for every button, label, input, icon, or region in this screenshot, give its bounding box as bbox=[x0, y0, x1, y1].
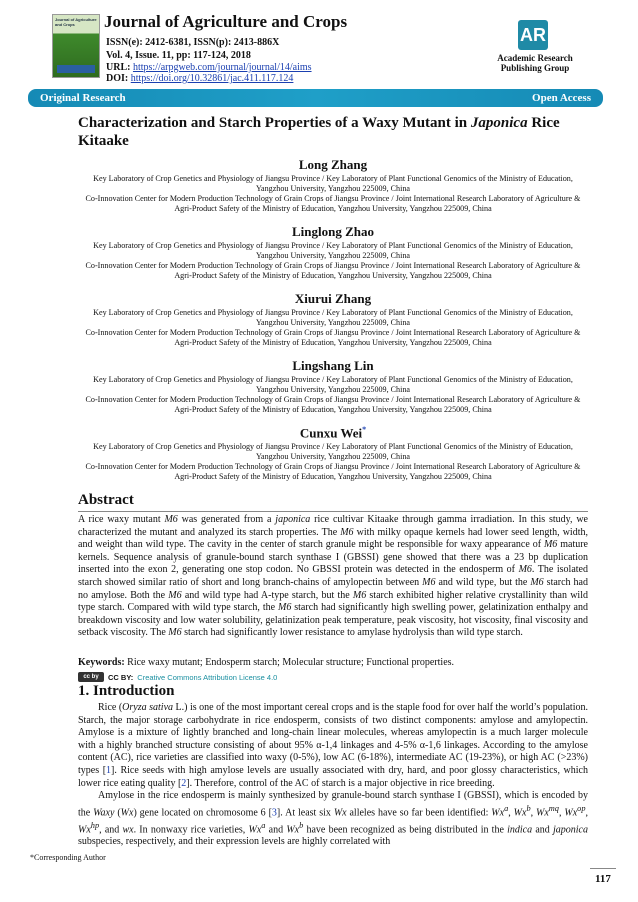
author-affiliation: Key Laboratory of Crop Genetics and Physiology of Jiangsu Province / Key Laboratory of Plant Functional Genomics of the Ministry of Education, Yangzhou University, Yangzhou 225009, China bbox=[93, 308, 573, 327]
abstract-heading: Abstract bbox=[78, 492, 134, 508]
volume-info: Vol. 4, Issue. 11, pp: 117-124, 2018 bbox=[106, 50, 251, 61]
journal-url-link[interactable]: https://arpgweb.com/journal/journal/14/aims bbox=[132, 62, 312, 73]
corresponding-author-note: *Corresponding Author bbox=[30, 853, 106, 862]
article-title: Characterization and Starch Properties of a Waxy Mutant in Japonica Rice Kitaake bbox=[78, 115, 560, 149]
abstract-rule bbox=[78, 511, 588, 512]
author-affiliation: Co-Innovation Center for Modern Production Technology of Grain Crops of Jiangsu Province / Joint International Research Laboratory of Agriculture & Agri-Product Safety of the Ministry of Education, Yangzhou University, Yangzhou 225009, China bbox=[85, 194, 581, 213]
doi-link[interactable]: https://doi.org/10.32861/jac.411.117.124 bbox=[130, 73, 294, 84]
author-affiliation: Co-Innovation Center for Modern Production Technology of Grain Crops of Jiangsu Province / Joint International Research Laboratory of Agriculture & Agri-Product Safety of the Ministry of Education, Yangzhou University, Yangzhou 225009, China bbox=[85, 462, 581, 481]
author-affiliation: Co-Innovation Center for Modern Production Technology of Grain Crops of Jiangsu Province / Joint International Research Laboratory of Agriculture & Agri-Product Safety of the Ministry of Education, Yangzhou University, Yangzhou 225009, China bbox=[85, 328, 581, 347]
license-link[interactable]: Creative Commons Attribution License 4.0 bbox=[137, 672, 278, 682]
journal-cover-image bbox=[52, 14, 100, 78]
article-type: Original Research bbox=[40, 92, 126, 104]
publisher-logo: AR bbox=[518, 20, 548, 50]
url-line: URL: https://arpgweb.com/journal/journal/14/aims bbox=[106, 62, 312, 73]
author-affiliation: Co-Innovation Center for Modern Production Technology of Grain Crops of Jiangsu Province / Joint International Research Laboratory of Agriculture & Agri-Product Safety of the Ministry of Education, Yangzhou University, Yangzhou 225009, China bbox=[85, 395, 581, 414]
intro-paragraph-1: Rice (Oryza sativa L.) is one of the most important cereal crops and is the staple food for over half the world’s population. Starch, the major storage carbohydrate in rice endosperm, consists of two distinct components: amylose and amylopectin. Amylose is a mixture of lightly branched and long-chain linear molecules, whereas amylopectin is a much larger molecule with a highly branched structure consisting of about 95% α-1,4 linkages and 4-5% α-1,6 linkages. According to the amylose content (AC), rice varieties are classified into waxy (0-5%), low AC (6-18%), intermediate AC (19-23%), or high AC (>23%) types [1]. Rice seeds with high amylose levels are usually associated with dry, hard, and poor glossy characteristics, which lower rice eating quality [2]. Therefore, control of the AC of starch is a major objective in rice breeding. bbox=[78, 702, 588, 789]
author-affiliation: Key Laboratory of Crop Genetics and Physiology of Jiangsu Province / Key Laboratory of Plant Functional Genomics of the Ministry of Education, Yangzhou University, Yangzhou 225009, China bbox=[93, 241, 573, 260]
author-name: Xiurui Zhang bbox=[294, 291, 372, 306]
footer-rule bbox=[590, 868, 616, 869]
cover-bar bbox=[57, 65, 95, 73]
intro-heading: 1. Introduction bbox=[78, 683, 175, 699]
author-affiliation: Key Laboratory of Crop Genetics and Physiology of Jiangsu Province / Key Laboratory of Plant Functional Genomics of the Ministry of Education, Yangzhou University, Yangzhou 225009, China bbox=[93, 442, 573, 461]
author-name: Long Zhang bbox=[298, 157, 368, 172]
cover-title: Journal of Agriculture and Crops bbox=[55, 17, 97, 27]
keywords: Keywords: Rice waxy mutant; Endosperm starch; Molecular structure; Functional properties. bbox=[78, 657, 455, 668]
cc-by-icon: cc by bbox=[78, 672, 104, 682]
license-line bbox=[78, 671, 277, 683]
author-affiliation: Key Laboratory of Crop Genetics and Physiology of Jiangsu Province / Key Laboratory of Plant Functional Genomics of the Ministry of Education, Yangzhou University, Yangzhou 225009, China bbox=[93, 375, 573, 394]
author-name: Linglong Zhao bbox=[291, 224, 374, 239]
page-number: 117 bbox=[595, 873, 611, 885]
doi-line: DOI: https://doi.org/10.32861/jac.411.117.124 bbox=[106, 73, 294, 84]
author-affiliation: Key Laboratory of Crop Genetics and Physiology of Jiangsu Province / Key Laboratory of Plant Functional Genomics of the Ministry of Education, Yangzhou University, Yangzhou 225009, China bbox=[93, 174, 573, 193]
author-affiliation: Co-Innovation Center for Modern Production Technology of Grain Crops of Jiangsu Province / Joint International Research Laboratory of Agriculture & Agri-Product Safety of the Ministry of Education, Yangzhou University, Yangzhou 225009, China bbox=[85, 261, 581, 280]
intro-paragraph-2: Amylose in the rice endosperm is mainly synthesized by granule-bound starch synthase I (GBSSI), which is encoded by the Waxy (Wx) gene located on chromosome 6 [3]. At least six Wx alleles have so far been identified: Wx$^a$, Wx$^b$, $Wx^{mq}$, $Wx^{op}$, $Wx^{hp}$, and wx. In nonwaxy rice varieties, Wx$^a$ and Wx$^b$ have been recognized as being distributed in the indica and japonica subspecies, respectively, and their expression levels are highly correlated with bbox=[78, 790, 588, 848]
open-access-label: Open Access bbox=[532, 92, 591, 104]
author-name: Cunxu Wei* bbox=[299, 425, 367, 441]
journal-title: Journal of Agriculture and Crops bbox=[104, 12, 348, 31]
issn: ISSN(e): 2412-6381, ISSN(p): 2413-886X bbox=[106, 37, 280, 48]
license-label: CC BY: bbox=[108, 672, 134, 682]
article-type-band bbox=[28, 89, 603, 107]
author-name: Lingshang Lin bbox=[292, 358, 374, 373]
abstract-text: A rice waxy mutant M6 was generated from a japonica rice cultivar Kitaake through gamma irradiation. In this study, we characterized the mutant and analyzed its starch properties. The M6 with milky opaque kernels had lower seed length, width, and weight than wild type. The cavity in the center of starch granule might be responsible for waxy appearance of M6 mature kernels. Sequence analysis of granule-bound starch synthase I (GBSSI) gene showed that there was a 23 bp duplication inserted into the exon 2, generating one stop codon. No GBSSI protein was detected in the endosperm of M6. The isolated starch showed similar ratio of short and long branch-chains of amylopectin between M6 and wild type, but the M6 starch had no amylose. Both the M6 and wild type had A-type starch, but the M6 starch exhibited higher relative crystallinity than wild type starch. Compared with wild type starch, the M6 starch had significantly high swelling power, gelatinization enthalpy and breakdown viscosity and low water solubility, gelatinization peak temperature, peak viscosity, hot viscosity, final viscosity and setback viscosity. The M6 starch had significantly lower resistance to amylase hydrolysis than wild type starch. bbox=[78, 514, 588, 639]
publisher-name: Academic Research Publishing Group bbox=[497, 53, 573, 73]
